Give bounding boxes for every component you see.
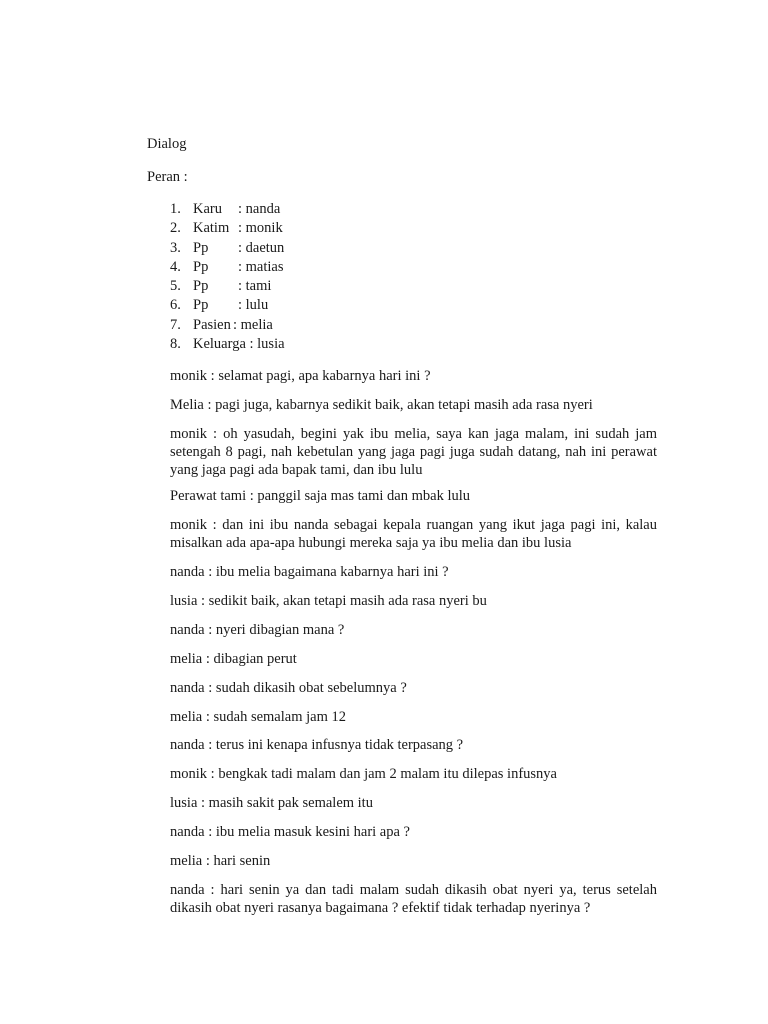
dialog-line bbox=[170, 794, 657, 812]
role-item bbox=[170, 316, 285, 335]
role-number: 5. bbox=[170, 278, 181, 295]
dialog-line bbox=[170, 736, 657, 754]
role-item bbox=[170, 258, 285, 277]
role-number: 4. bbox=[170, 258, 181, 275]
dialog-text: nanda : terus ini kenapa infusnya tidak terpasang ? bbox=[170, 737, 464, 753]
role-title: Karu bbox=[193, 201, 222, 217]
role-title: Keluarga bbox=[193, 336, 246, 353]
role-item bbox=[170, 219, 285, 238]
dialog-line bbox=[170, 563, 657, 581]
dialog-text: monik : oh yasudah, begini yak ibu melia, saya kan jaga malam, ini sudah jam setengah 8 pagi, nah kebetulan yang jaga pagi juga sudah datang, nah ini perawat yang jaga pagi ada bapak tami, dan ibu lulu bbox=[170, 426, 657, 478]
dialog-text: nanda : sudah dikasih obat sebelumnya ? bbox=[170, 680, 407, 696]
dialog-line bbox=[170, 425, 657, 479]
dialog-text: monik : dan ini ibu nanda sebagai kepala ruangan yang ikut jaga pagi ini, kalau misalkan ada apa-apa hubungi mereka saja ya ibu melia dan ibu lusia bbox=[170, 517, 657, 551]
role-title: Pp bbox=[193, 278, 209, 295]
role-number: 7. bbox=[170, 316, 181, 333]
roles-list bbox=[170, 200, 285, 354]
role-item bbox=[170, 239, 285, 258]
dialog-text: nanda : hari senin ya dan tadi malam sudah dikasih obat nyeri ya, terus setelah dikasih obat nyeri rasanya bagaimana ? efektif tidak terhadap nyerinya ? bbox=[170, 882, 657, 916]
role-item bbox=[170, 200, 285, 219]
role-number: 1. bbox=[170, 201, 181, 217]
dialog-text: Perawat tami : panggil saja mas tami dan mbak lulu bbox=[170, 488, 470, 504]
dialog-text: melia : sudah semalam jam 12 bbox=[170, 709, 346, 725]
dialog-line bbox=[170, 679, 657, 697]
dialog-text: nanda : ibu melia bagaimana kabarnya hari ini ? bbox=[170, 564, 449, 580]
role-person: : nanda bbox=[238, 201, 281, 217]
dialog-line bbox=[170, 708, 657, 726]
role-person: : daetun bbox=[238, 239, 285, 256]
role-title: Katim bbox=[193, 220, 230, 237]
role-item bbox=[170, 296, 285, 315]
role-person: : matias bbox=[238, 258, 284, 275]
dialog-text: melia : dibagian perut bbox=[170, 651, 297, 667]
dialog-line bbox=[170, 621, 657, 639]
roles-label: Peran : bbox=[147, 169, 188, 185]
role-person: : lulu bbox=[238, 297, 269, 314]
dialog-text: monik : bengkak tadi malam dan jam 2 malam itu dilepas infusnya bbox=[170, 766, 557, 782]
dialog-line bbox=[170, 823, 657, 841]
dialog-line bbox=[170, 396, 657, 414]
role-person: : melia bbox=[233, 316, 273, 333]
dialog-text: nanda : nyeri dibagian mana ? bbox=[170, 622, 345, 638]
role-item bbox=[170, 277, 285, 296]
role-person: : tami bbox=[238, 278, 272, 295]
dialog-text: lusia : masih sakit pak semalem itu bbox=[170, 795, 373, 811]
dialog-text: lusia : sedikit baik, akan tetapi masih ada rasa nyeri bu bbox=[170, 593, 487, 609]
dialog-text: nanda : ibu melia masuk kesini hari apa ? bbox=[170, 824, 410, 840]
role-number: 3. bbox=[170, 239, 181, 256]
role-person: : monik bbox=[238, 220, 283, 237]
dialog-line bbox=[170, 881, 657, 917]
dialog-line bbox=[170, 852, 657, 870]
dialog-line bbox=[170, 765, 657, 783]
role-number: 2. bbox=[170, 220, 181, 237]
role-item bbox=[170, 335, 285, 354]
role-number: 6. bbox=[170, 297, 181, 314]
role-title: Pp bbox=[193, 258, 209, 275]
dialog-text: monik : selamat pagi, apa kabarnya hari ini ? bbox=[170, 368, 431, 384]
dialog-line bbox=[170, 487, 657, 505]
dialog-text: Melia : pagi juga, kabarnya sedikit baik, akan tetapi masih ada rasa nyeri bbox=[170, 397, 593, 413]
dialog-line bbox=[170, 367, 657, 385]
dialog-text: melia : hari senin bbox=[170, 853, 271, 869]
dialog-line bbox=[170, 650, 657, 668]
role-title: Pp bbox=[193, 239, 209, 256]
document-title: Dialog bbox=[147, 136, 187, 152]
role-number: 8. bbox=[170, 336, 181, 353]
role-person: : lusia bbox=[249, 336, 285, 353]
role-title: Pasien bbox=[193, 316, 231, 333]
role-title: Pp bbox=[193, 297, 209, 314]
dialog-line bbox=[170, 516, 657, 552]
dialog-line bbox=[170, 592, 657, 610]
